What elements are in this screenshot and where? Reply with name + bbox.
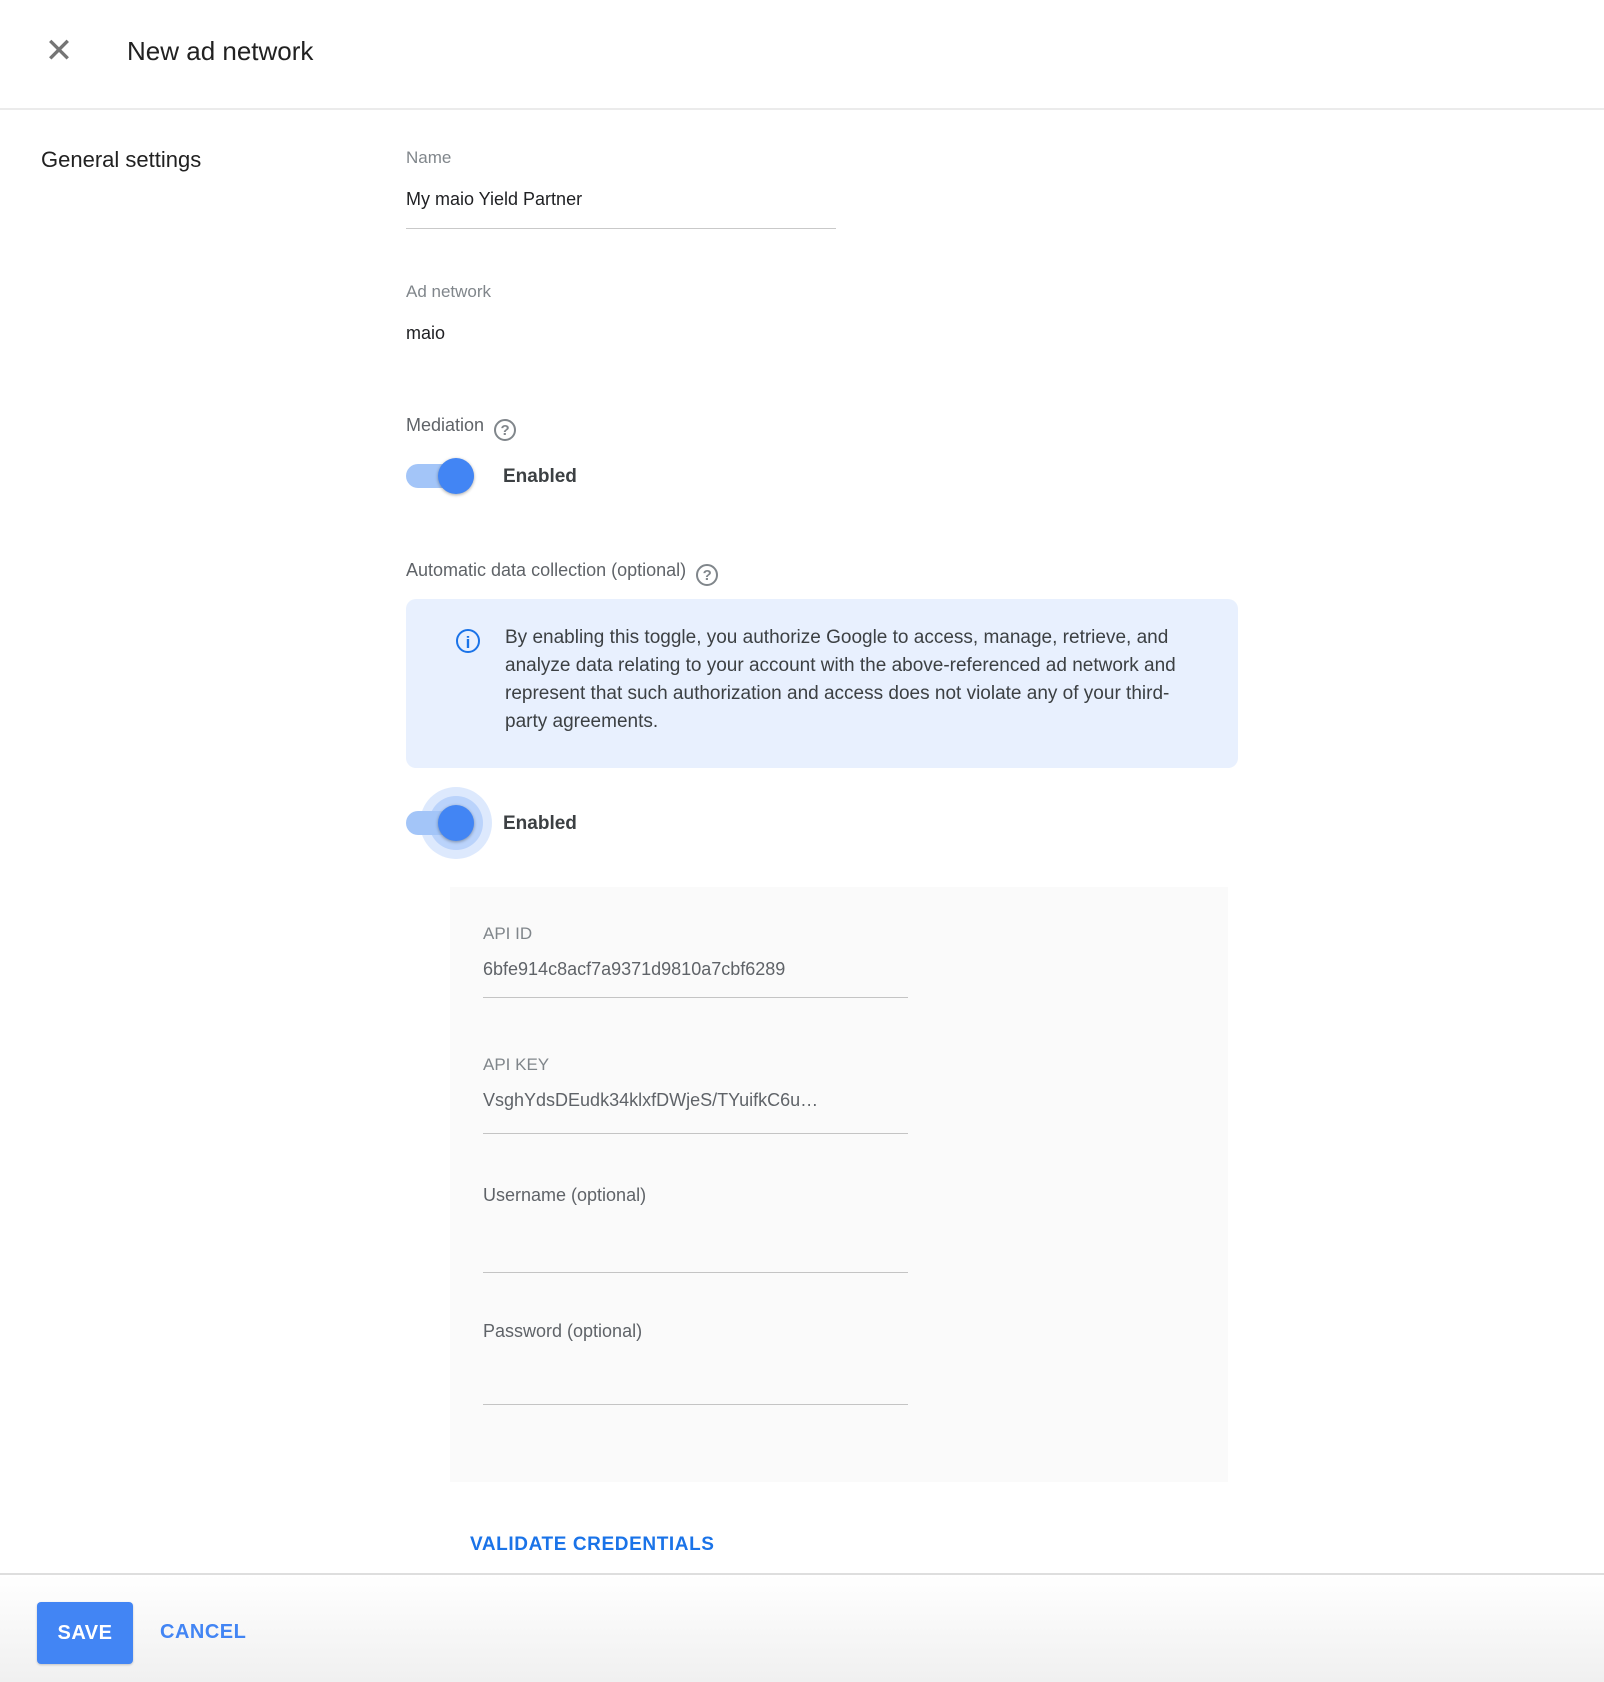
username-underline xyxy=(483,1272,908,1273)
name-field-label: Name xyxy=(406,148,452,167)
dialog-header xyxy=(0,0,1604,110)
validate-credentials-button[interactable]: VALIDATE CREDENTIALS xyxy=(470,1534,715,1555)
api-id-underline xyxy=(483,997,908,998)
credentials-panel xyxy=(450,887,1228,1482)
mediation-help-icon[interactable]: ? xyxy=(494,419,516,441)
auto-collection-help-icon[interactable]: ? xyxy=(696,564,718,586)
mediation-toggle-knob xyxy=(438,458,474,494)
close-icon[interactable]: ✕ xyxy=(44,32,74,70)
api-key-label: API KEY xyxy=(483,1055,550,1074)
ad-network-value: maio xyxy=(406,323,446,343)
username-field-label: Username (optional) xyxy=(483,1185,647,1205)
authorization-notice xyxy=(406,599,1238,768)
authorization-notice-text: By enabling this toggle, you authorize Google to access, manage, retrieve, and analyze data relating to your account with the above-referenced ad network and represent that such authorization and access does not violate any of your third-party agreements. xyxy=(505,627,1176,732)
name-input[interactable]: My maio Yield Partner xyxy=(406,189,583,209)
info-icon: i xyxy=(456,629,480,653)
password-field-label: Password (optional) xyxy=(483,1321,643,1341)
dialog-title: New ad network xyxy=(127,36,314,66)
ad-network-field-label: Ad network xyxy=(406,282,492,301)
auto-collection-label: Automatic data collection (optional) ? xyxy=(406,560,718,586)
mediation-label: Mediation ? xyxy=(406,415,516,441)
cancel-button[interactable]: CANCEL xyxy=(160,1621,247,1643)
auto-collection-toggle-knob xyxy=(438,805,474,841)
name-input-underline xyxy=(406,228,836,229)
mediation-state-label: Enabled xyxy=(503,466,577,487)
save-button[interactable]: SAVE xyxy=(37,1602,133,1664)
api-key-underline xyxy=(483,1133,908,1134)
api-id-input[interactable]: 6bfe914c8acf7a9371d9810a7cbf6289 xyxy=(483,959,786,979)
password-underline xyxy=(483,1404,908,1405)
dialog-footer xyxy=(0,1573,1604,1682)
mediation-toggle[interactable] xyxy=(406,456,476,496)
auto-collection-state-label: Enabled xyxy=(503,813,577,834)
api-key-input[interactable]: VsghYdsDEudk34klxfDWjeS/TYuifkC6u… xyxy=(483,1090,819,1110)
api-id-label: API ID xyxy=(483,924,533,943)
section-title: General settings xyxy=(41,147,202,172)
auto-collection-toggle[interactable] xyxy=(406,803,476,843)
